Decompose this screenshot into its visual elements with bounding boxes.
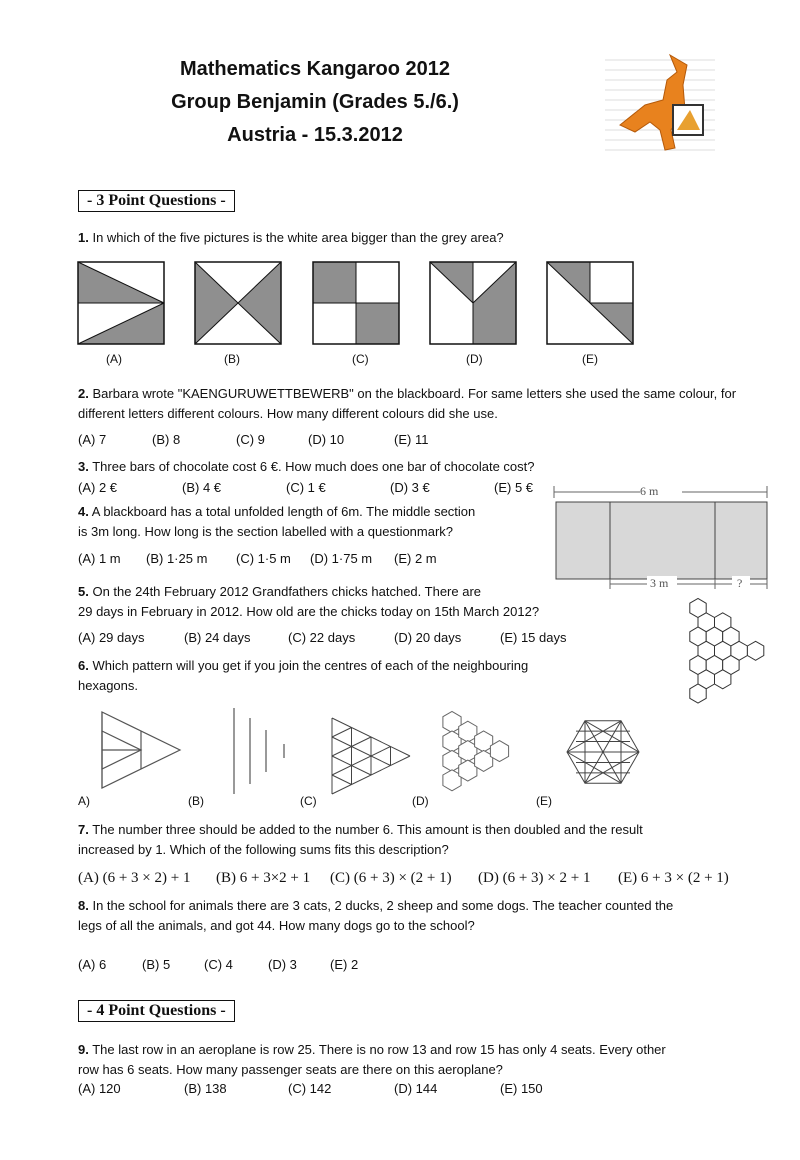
question-text-line-1: The number three should be added to the number 6. This amount is then doubled and the result [92, 822, 643, 837]
question-text-line-2: is 3m long. How long is the section labelled with a questionmark? [78, 524, 454, 539]
q4-dim-middle: 3 m [650, 576, 669, 590]
q7-option-a[interactable]: (A) (6 + 3 × 2) + 1 [78, 870, 191, 886]
question-number: 9. [78, 1042, 89, 1057]
q3-option-c[interactable]: (C) 1 € [286, 480, 326, 495]
q9-option-e[interactable]: (E) 150 [500, 1081, 543, 1096]
question-text-line-2: increased by 1. Which of the following sums fits this description? [78, 842, 449, 857]
q8-option-a[interactable]: (A) 6 [78, 957, 107, 972]
question-text-line-2: hexagons. [78, 678, 138, 693]
question-text-line-1: Which pattern will you get if you join the centres of each of the neighbouring [92, 658, 529, 673]
q8-option-e[interactable]: (E) 2 [330, 957, 359, 972]
question-5 [78, 582, 638, 622]
q6-figure-c [330, 716, 412, 796]
q8-option-b[interactable]: (B) 5 [142, 957, 171, 972]
question-9 [78, 1040, 768, 1080]
question-number: 1. [78, 230, 89, 245]
kangaroo-logo-icon [605, 50, 715, 160]
question-text: Barbara wrote "KAENGURUWETTBEWERB" on the blackboard. For same letters she used the same colour, for different letters different colours. How many different colours did she use. [78, 386, 737, 421]
hexagon-shape [747, 641, 763, 660]
q4-option-b[interactable]: (B) 1·25 m [146, 551, 208, 566]
question-6 [78, 656, 638, 696]
hexagon-shape [490, 741, 508, 762]
question-text-line-1: The last row in an aeroplane is row 25. There is no row 13 and row 15 has only 4 seats. Every other [92, 1042, 666, 1057]
q9-option-a[interactable]: (A) 120 [78, 1081, 121, 1096]
q6-label-d: (D) [412, 794, 429, 808]
q8-option-d[interactable]: (D) 3 [268, 957, 297, 972]
question-2 [78, 384, 750, 424]
q6-figure-e [565, 714, 641, 790]
q1-figure-e [547, 262, 633, 344]
question-8 [78, 896, 768, 936]
q4-option-a[interactable]: (A) 1 m [78, 551, 121, 566]
q4-option-c[interactable]: (C) 1·5 m [236, 551, 291, 566]
q6-figure-d [440, 710, 530, 792]
q2-option-a[interactable]: (A) 7 [78, 432, 107, 447]
q3-option-e[interactable]: (E) 5 € [494, 480, 534, 495]
q1-figure-b [195, 262, 281, 344]
q5-option-e[interactable]: (E) 15 days [500, 630, 567, 645]
q5-option-d[interactable]: (D) 20 days [394, 630, 462, 645]
question-text-line-1: A blackboard has a total unfolded length of 6m. The middle section [91, 504, 476, 519]
q1-label-e: (E) [582, 352, 598, 366]
q1-label-a: (A) [106, 352, 122, 366]
q7-option-b[interactable]: (B) 6 + 3×2 + 1 [216, 870, 311, 886]
question-7 [78, 820, 768, 860]
q7-option-d[interactable]: (D) (6 + 3) × 2 + 1 [478, 870, 591, 886]
question-number: 8. [78, 898, 89, 913]
q4-dim-unknown: ? [737, 576, 743, 590]
q5-option-c[interactable]: (C) 22 days [288, 630, 356, 645]
question-text-line-2: legs of all the animals, and got 44. How many dogs go to the school? [78, 918, 475, 933]
q6-label-b: (B) [188, 794, 204, 808]
q7-option-e[interactable]: (E) 6 + 3 × (2 + 1) [618, 870, 729, 886]
q2-option-b[interactable]: (B) 8 [152, 432, 181, 447]
q6-hexagon-pattern-figure [686, 596, 786, 704]
question-text: In which of the five pictures is the white area bigger than the grey area? [92, 230, 504, 245]
question-4 [78, 502, 548, 542]
q7-option-c[interactable]: (C) (6 + 3) × (2 + 1) [330, 870, 452, 886]
q2-option-c[interactable]: (C) 9 [236, 432, 265, 447]
q1-label-c: (C) [352, 352, 369, 366]
q1-figure-c [313, 262, 399, 344]
question-text-line-1: In the school for animals there are 3 cats, 2 ducks, 2 sheep and some dogs. The teacher counted the [92, 898, 674, 913]
q3-option-a[interactable]: (A) 2 € [78, 480, 118, 495]
q1-figure-a [78, 262, 164, 344]
question-text-line-1: On the 24th February 2012 Grandfathers chicks hatched. There are [92, 584, 482, 599]
title-line-2: Group Benjamin (Grades 5./6.) [171, 91, 459, 113]
question-1 [78, 228, 758, 248]
q4-option-e[interactable]: (E) 2 m [394, 551, 437, 566]
question-number: 7. [78, 822, 89, 837]
q1-figure-d [430, 262, 516, 344]
question-number: 5. [78, 584, 89, 599]
q3-option-b[interactable]: (B) 4 € [182, 480, 222, 495]
q4-option-d[interactable]: (D) 1·75 m [310, 551, 373, 566]
hexagon-shape [715, 670, 731, 689]
question-text: Three bars of chocolate cost 6 €. How much does one bar of chocolate cost? [92, 459, 535, 474]
q1-label-d: (D) [466, 352, 483, 366]
question-text-line-2: row has 6 seats. How many passenger seats are there on this aeroplane? [78, 1062, 503, 1077]
title-line-3: Austria - 15.3.2012 [227, 124, 403, 146]
q5-option-a[interactable]: (A) 29 days [78, 630, 145, 645]
question-text-line-2: 29 days in February in 2012. How old are the chicks today on 15th March 2012? [78, 604, 540, 619]
q6-label-c: (C) [300, 794, 317, 808]
title-line-1: Mathematics Kangaroo 2012 [179, 58, 451, 80]
question-number: 2. [78, 386, 89, 401]
q9-option-c[interactable]: (C) 142 [288, 1081, 332, 1096]
q9-option-b[interactable]: (B) 138 [184, 1081, 227, 1096]
grid-line [332, 728, 352, 738]
section-header-4-point: - 4 Point Questions - [78, 1000, 235, 1022]
q9-option-d[interactable]: (D) 144 [394, 1081, 438, 1096]
section-header-3-point: - 3 Point Questions - [78, 190, 235, 212]
q6-figure-a [100, 710, 182, 790]
grid-line [332, 775, 352, 785]
q6-label-a: A) [78, 794, 90, 808]
q2-option-d[interactable]: (D) 10 [308, 432, 345, 447]
question-number: 6. [78, 658, 89, 673]
q6-figure-b [226, 706, 296, 796]
q1-label-b: (B) [224, 352, 240, 366]
q3-option-d[interactable]: (D) 3 € [390, 480, 430, 495]
q2-option-e[interactable]: (E) 11 [394, 432, 429, 447]
q5-option-b[interactable]: (B) 24 days [184, 630, 251, 645]
q6-label-e: (E) [536, 794, 552, 808]
q4-dim-total: 6 m [640, 484, 659, 498]
hexagon-shape [690, 684, 706, 703]
question-number: 3. [78, 459, 89, 474]
question-number: 4. [78, 504, 89, 519]
q8-option-c[interactable]: (C) 4 [204, 957, 233, 972]
question-3 [78, 457, 678, 477]
